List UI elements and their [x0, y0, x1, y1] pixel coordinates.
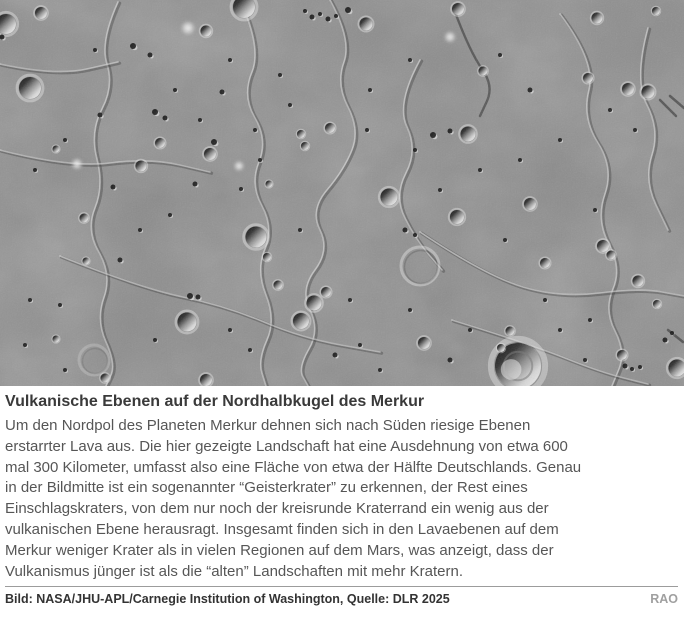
- article-body-line: Um den Nordpol des Planeten Merkur dehnen sich nach Süden riesige Ebenen: [5, 417, 531, 434]
- article-body-line: mal 300 Kilometer, umfasst also eine Fläche von etwa der Hälfte Deutschlands. Genau: [5, 458, 582, 476]
- article-body-line: in der Bildmitte ist ein sogenannter “Geisterkrater” zu erkennen, der Rest eines: [5, 479, 528, 497]
- caption-block: [0, 386, 684, 606]
- author-initials: RAO: [650, 592, 678, 607]
- article-headline: Vulkanische Ebenen auf der Nordhalbkugel des Merkur: [5, 393, 425, 410]
- article-body-line: Einschlagskraters, von dem nur noch der kreisrunde Kraterrand ein wenig aus der: [5, 500, 549, 518]
- footer-divider: [5, 586, 678, 606]
- article-body-line: Merkur weniger Krater als in vielen Regionen auf dem Mars, was anzeigt, dass der: [5, 541, 554, 559]
- article-body-line: Vulkanismus jünger ist als die “alten” Landschaften mit mehr Kratern.: [5, 562, 463, 580]
- article-body: [5, 416, 678, 582]
- article-body-line: erstarrter Lava aus. Die hier gezeigte Landschaft hat eine Ausdehnung von etwa 600: [5, 437, 568, 455]
- article-body-line: vulkanischen Ebene herausragt. Insgesamt finden sich in den Lavaebenen auf dem: [5, 520, 559, 538]
- image-credit: Bild: NASA/JHU-APL/Carnegie Institution of Washington, Quelle: DLR 2025: [5, 592, 450, 607]
